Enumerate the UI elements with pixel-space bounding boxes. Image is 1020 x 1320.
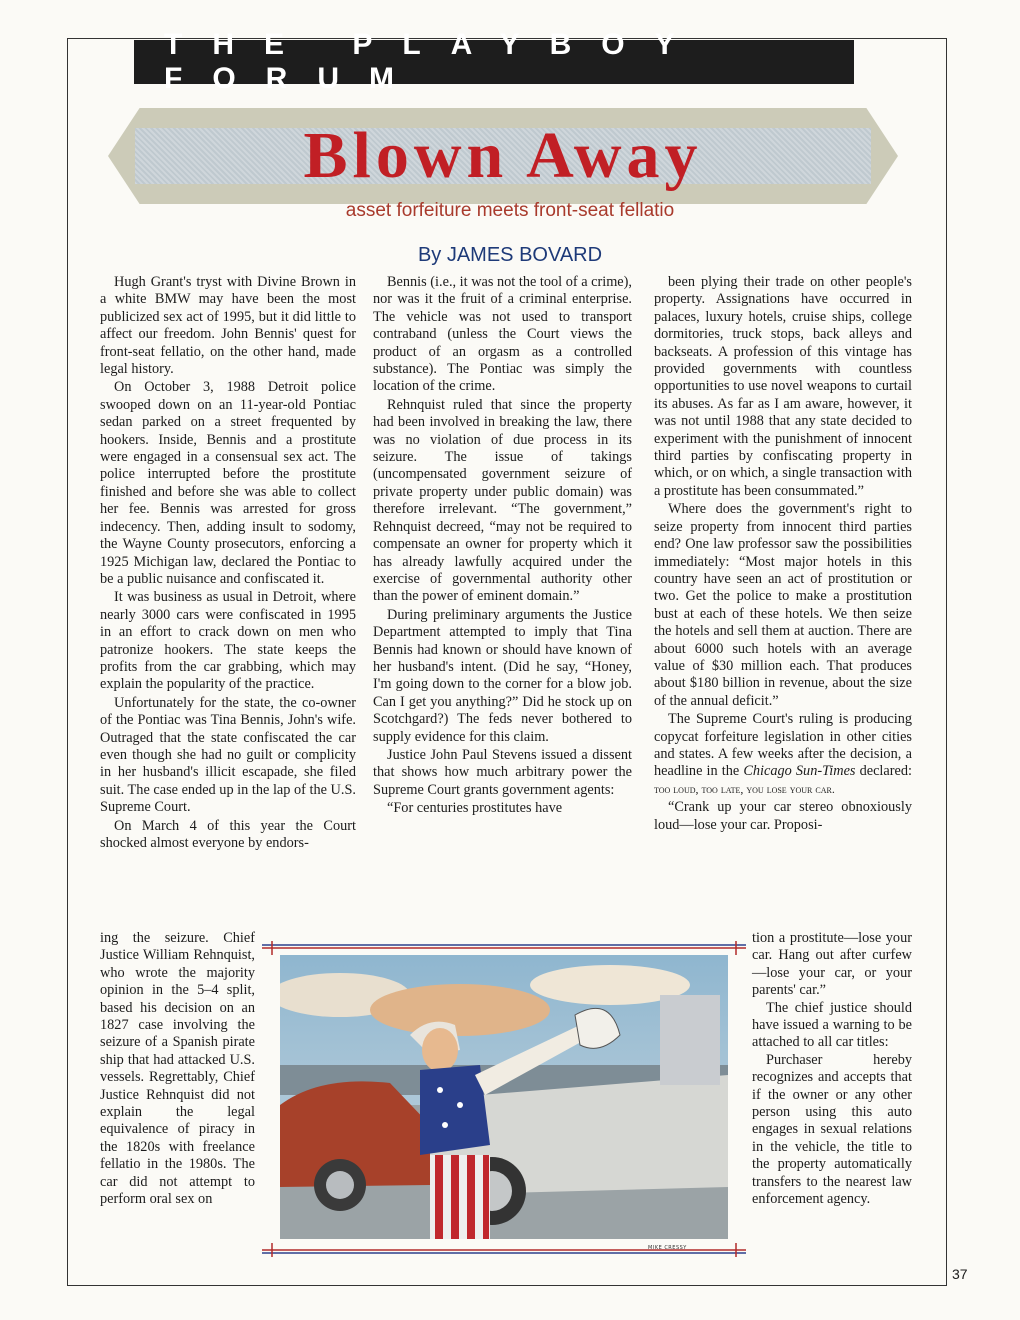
stripe [451, 1155, 459, 1239]
column-3-wrap [752, 930, 912, 1209]
section-banner [134, 28, 854, 95]
text-run: declared: [855, 763, 912, 780]
illustration-credit: MIKE CRESSY [648, 1245, 687, 1251]
cloud [370, 984, 550, 1036]
star [457, 1102, 463, 1108]
paragraph: Unfortunately for the state, the co-owner of the Pontiac was Tina Bennis, John's wife. Outraged that the state confiscated the car even though she had no guilt or complicity in her husband's illicit escapade, she filed suit. The case ended up in the lap of the U.S. Supreme Court. [100, 694, 356, 816]
subtitle: asset forfeiture meets front-seat fellatio [345, 200, 675, 221]
stripe [483, 1155, 489, 1239]
face [422, 1028, 458, 1072]
column-3 [654, 274, 912, 834]
stripe [435, 1155, 443, 1239]
star [442, 1122, 448, 1128]
paragraph: During preliminary arguments the Justice Department attempted to imply that Tina Bennis had known or should have known of her husband's intent. (Did he say, “Honey, I'm going down to the corner for a blow job. Can I get you anything?” Did he stock up on Scotchgard?) The feds never bothered to supply evidence for this claim. [373, 606, 632, 745]
paragraph [654, 711, 912, 798]
paragraph: tion a prostitute—lose your car. Hang out after curfew—lose your car, or your parents' car.” [752, 930, 912, 999]
paragraph: Justice John Paul Stevens issued a dissent that shows how much arbitrary power the Supreme Court grants government agents: [373, 746, 632, 798]
stripe [467, 1155, 475, 1239]
paragraph: ing the seizure. Chief Justice William Rehnquist, who wrote the majority opinion in the 5–4 split, based his decision on an 1827 case involving the seizure of a Spanish pirate ship that had attacked U.S. vessels. Regrettably, Chief Justice Rehnquist did not explain the legal equivalence of piracy in the 1820s with freelance fellatio in the 1980s. The car did not attempt to perform oral sex on [100, 930, 255, 1208]
section-title: THE PLAYBOY FORUM [164, 28, 705, 95]
paragraph: Hugh Grant's tryst with Divine Brown in a white BMW may have been the most publicized sex act of 1995, but it did little to affect our freedom. John Bennis' quest for front-seat fellatio, on the other hand, made legal history. [100, 274, 356, 378]
paragraph: The chief justice should have issued a warning to be attached to all car titles: [752, 999, 912, 1051]
illustration [262, 941, 746, 1257]
paragraph: “Crank up your car stereo obnoxiously loud—lose your car. Proposi- [654, 799, 912, 833]
headline: Blown Away [303, 119, 703, 192]
page-number: 37 [952, 1266, 968, 1282]
paragraph: been plying their trade on other people's property. Assignations have occurred in palaces, luxury hotels, cruise ships, college dormitories, truck stops, back alleys and backseats. A profession of this vintage has provided governments with countless opportunities to use novel weapons to curtail its abuses. As far as I am aware, however, it was not until 1988 that any state decided to experiment with the punishment of innocent third parties by confiscating property in which, or on which, a single transaction with a prostitute has been consummated.” [654, 274, 912, 499]
uncle-sam-illustration [280, 955, 728, 1239]
paragraph: Bennis (i.e., it was not the tool of a crime), nor was it the fruit of a criminal enterprise. The vehicle was not used to transport contraband (unless the Court views the product of an orgasm as a controlled substance). The Pontiac was simply the location of the crime. [373, 274, 632, 395]
quoted-headline: too loud, too late, you lose your car. [654, 781, 835, 796]
text-run: The Supreme Court's ruling is producing copycat forfeiture legislation in other cities and states. A few weeks after the decision, a headline in the [654, 711, 912, 780]
paragraph: On October 3, 1988 Detroit police swooped down on an 11-year-old Pontiac sedan parked on a street frequented by hookers. Inside, Bennis and a prostitute were engaged in a consensual sex act. The police interrupted before the prostitute finished and before she was able to collect her fee. Bennis was arrested for gross indecency. Then, adding insult to sodomy, the Wayne County prosecutors, enforcing a 1925 Michigan law, declared the Pontiac to be a public nuisance and confiscated it. [100, 379, 356, 587]
column-1-wrap [100, 930, 255, 1209]
paragraph: Rehnquist ruled that since the property had been involved in breaking the law, there was no violation of due process in its seizure. The issue of takings (uncompensated government seizure of private property under public domain) was therefore irrelevant. “The government,” Rehnquist decreed, “may not be required to compensate an owner for property which it has already lawfully acquired under the exercise of governmental authority other than the power of eminent domain.” [373, 396, 632, 605]
star [437, 1087, 443, 1093]
paragraph: It was business as usual in Detroit, where nearly 3000 cars were confiscated in 1995 in an effort to crack down on men who patronize hookers. The state keeps the profits from the car grabbing, which may explain the popularity of the practice. [100, 589, 356, 693]
hubcap [326, 1171, 354, 1199]
newspaper-name: Chicago Sun-Times [743, 763, 856, 780]
car-window-frame [660, 995, 720, 1085]
paragraph: On March 4 of this year the Court shocked almost everyone by endors- [100, 817, 356, 851]
byline: By JAMES BOVARD [417, 244, 603, 266]
paragraph: “For centuries prostitutes have [387, 800, 563, 817]
paragraph: Purchaser hereby recognizes and accepts that if the owner or any other person using this auto engages in sexual relations in the vehicle, the title to the property automatically transfers to the nearest law enforcement agency. [752, 1051, 912, 1208]
paragraph: Where does the government's right to seize property from innocent third parties end? One law professor saw the possibilities immediately: “Most major hotels in this country have seen an act of prostitution or two. Get the police to make a prostitution bust at each of these hotels. We then seize the hotels and sell them at auction. There are about 6000 such hotels with an average value of $30 million each. That produces about $180 billion in revenue, about the size of the annual deficit.” [654, 501, 912, 709]
column-2 [373, 274, 632, 818]
column-1 [100, 274, 356, 852]
